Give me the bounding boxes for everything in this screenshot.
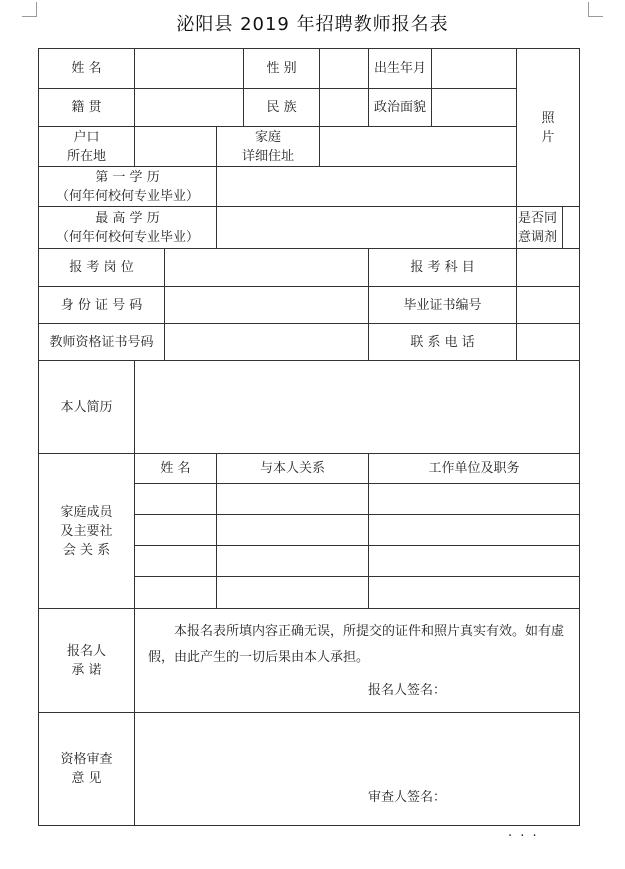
pledge-cell (135, 609, 580, 713)
registration-form-table (38, 48, 580, 826)
input-native[interactable] (135, 89, 244, 127)
family-col-work: 工作单位及职务 (369, 454, 580, 484)
label-first-edu: 第 一 学 历 （何年何校何专业毕业） (39, 167, 217, 207)
label-id-number: 身 份 证 号 码 (39, 287, 165, 324)
label-name: 姓 名 (39, 49, 135, 89)
family-cell-work[interactable] (369, 484, 580, 515)
input-teacher-cert[interactable] (165, 324, 369, 361)
label-position: 报 考 岗 位 (39, 249, 165, 287)
input-ethnicity[interactable] (320, 89, 369, 127)
input-transfer[interactable] (563, 207, 580, 249)
family-cell-relation[interactable] (217, 577, 369, 609)
review-cell[interactable] (135, 713, 580, 826)
family-cell-work[interactable] (369, 577, 580, 609)
label-address: 家庭 详细住址 (217, 127, 320, 167)
input-birth[interactable] (432, 49, 517, 89)
row-cert (39, 324, 580, 361)
input-first-edu[interactable] (217, 167, 517, 207)
family-cell-relation[interactable] (217, 484, 369, 515)
input-diploma-no[interactable] (517, 287, 580, 324)
input-resume[interactable] (135, 361, 580, 454)
family-col-relation: 与本人关系 (217, 454, 369, 484)
label-pledge: 报名人 承 诺 (39, 609, 135, 713)
label-native: 籍 贯 (39, 89, 135, 127)
family-cell-relation[interactable] (217, 546, 369, 577)
form-title: 泌阳县 2019 年招聘教师报名表 (176, 14, 449, 35)
input-name[interactable] (135, 49, 244, 89)
label-subject: 报 考 科 目 (369, 249, 517, 287)
row-review (39, 713, 580, 826)
label-family: 家庭成员 及主要社 会 关 系 (39, 454, 135, 609)
label-phone: 联 系 电 话 (369, 324, 517, 361)
footer-dots: . . . (508, 825, 539, 840)
row-address (39, 127, 580, 167)
label-teacher-cert: 教师资格证书号码 (39, 324, 165, 361)
photo-label: 照 片 (541, 110, 555, 145)
row-highest-edu (39, 207, 580, 249)
photo-box[interactable] (517, 49, 580, 207)
row-pledge (39, 609, 580, 713)
family-cell-name[interactable] (135, 546, 217, 577)
label-diploma-no: 毕业证书编号 (369, 287, 517, 324)
label-resume: 本人简历 (39, 361, 135, 454)
family-cell-name[interactable] (135, 515, 217, 546)
applicant-signature-label: 报名人签名： (368, 683, 447, 698)
row-basic-1 (39, 49, 580, 89)
input-political[interactable] (432, 89, 517, 127)
row-position (39, 249, 580, 287)
input-subject[interactable] (517, 249, 580, 287)
label-birth: 出生年月 (369, 49, 432, 89)
row-basic-2 (39, 89, 580, 127)
pledge-text: 本报名表所填内容正确无误，所提交的证件和照片真实有效。如有虚假，由此产生的一切后果由本人承担。 (148, 624, 565, 665)
reviewer-signature-label: 审查人签名： (368, 790, 447, 805)
input-id-number[interactable] (165, 287, 369, 324)
family-cell-work[interactable] (369, 515, 580, 546)
label-review: 资格审查 意 见 (39, 713, 135, 826)
input-highest-edu[interactable] (217, 207, 517, 249)
input-position[interactable] (165, 249, 369, 287)
label-ethnicity: 民 族 (244, 89, 320, 127)
input-address[interactable] (320, 127, 517, 167)
label-highest-edu: 最 高 学 历 （何年何校何专业毕业） (39, 207, 217, 249)
label-hukou: 户口 所在地 (39, 127, 135, 167)
family-cell-work[interactable] (369, 546, 580, 577)
family-cell-name[interactable] (135, 484, 217, 515)
row-family-header (39, 454, 580, 484)
family-cell-relation[interactable] (217, 515, 369, 546)
input-hukou[interactable] (135, 127, 217, 167)
family-cell-name[interactable] (135, 577, 217, 609)
label-political: 政治面貌 (369, 89, 432, 127)
row-resume (39, 361, 580, 454)
label-transfer: 是否同 意调剂 (517, 207, 563, 249)
row-first-edu (39, 167, 580, 207)
row-id (39, 287, 580, 324)
family-col-name: 姓 名 (135, 454, 217, 484)
input-gender[interactable] (320, 49, 369, 89)
input-phone[interactable] (517, 324, 580, 361)
label-gender: 性 别 (244, 49, 320, 89)
